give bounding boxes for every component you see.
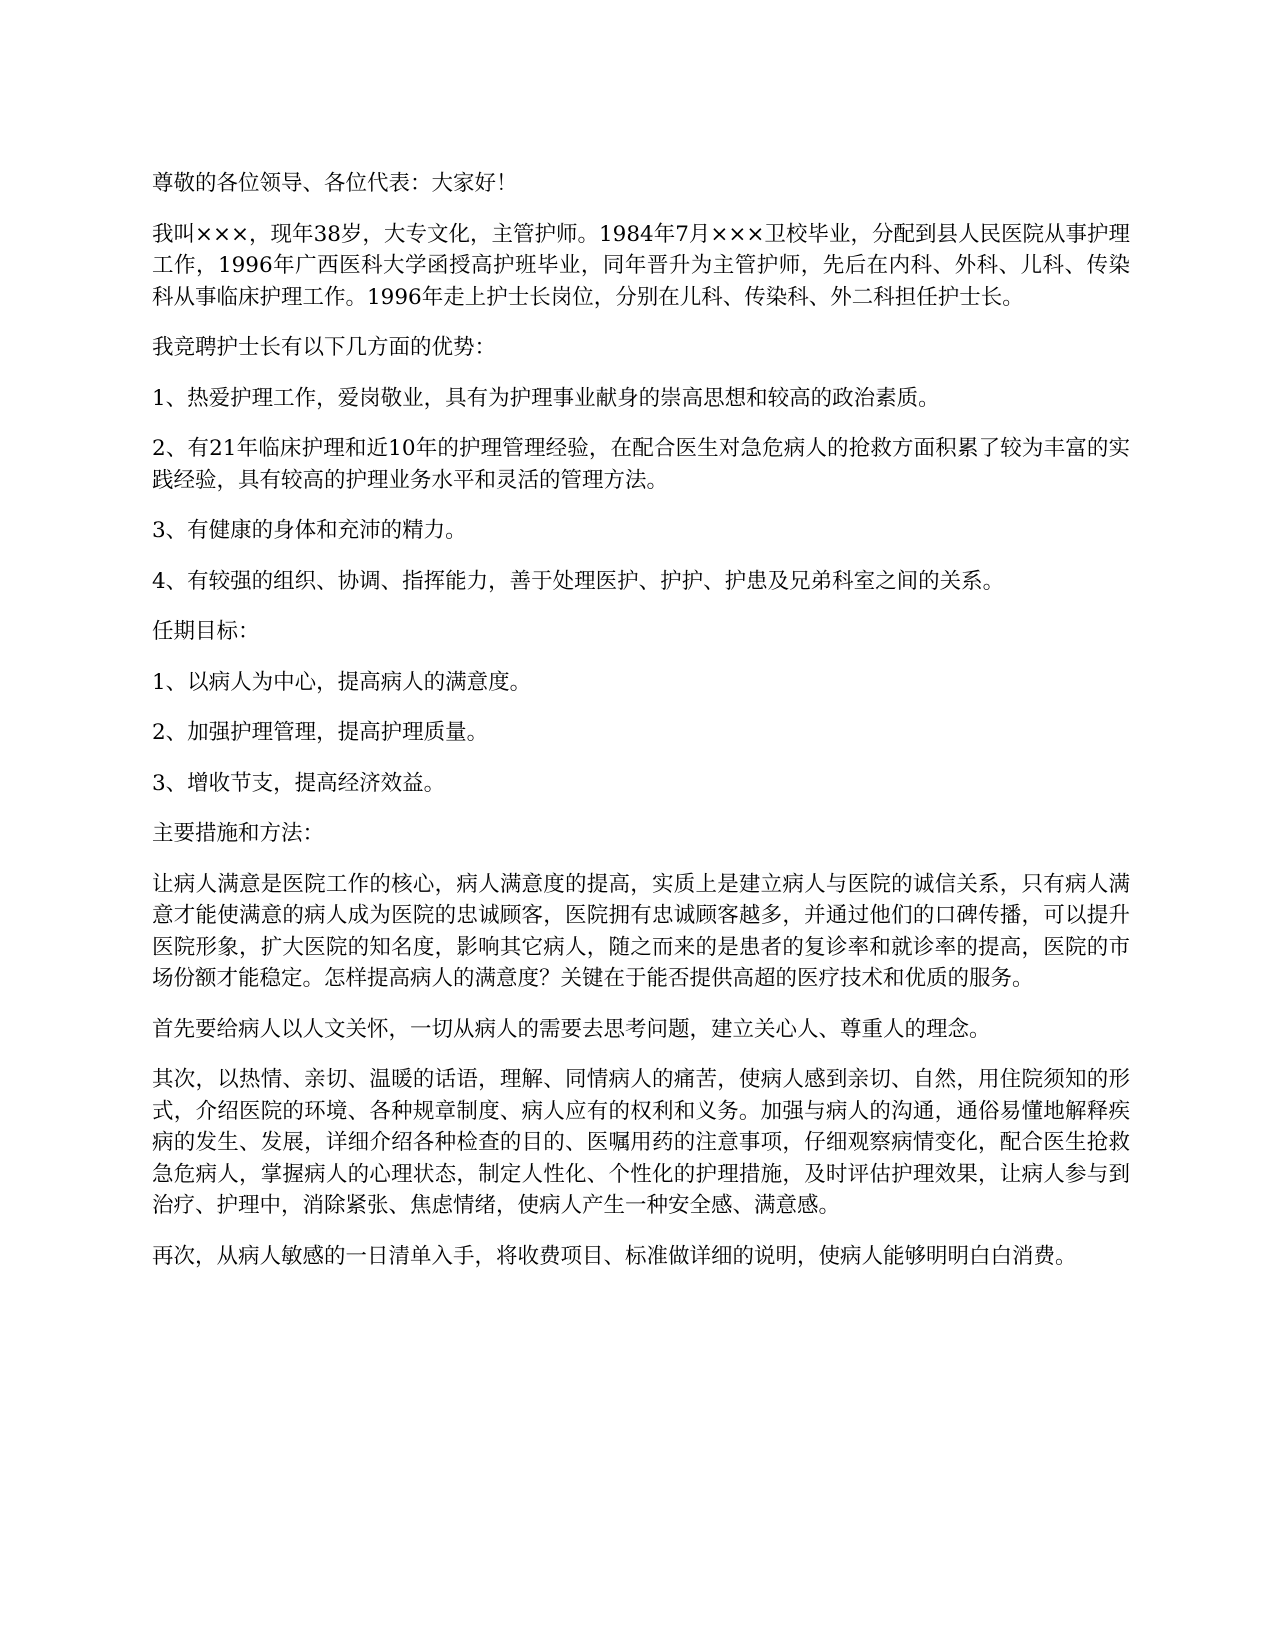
document-body	[152, 168, 1130, 1291]
goal-item-1: 1、以病人为中心，提高病人的满意度。	[152, 669, 532, 695]
advantage-item-3: 3、有健康的身体和充沛的精力。	[152, 518, 467, 543]
advantage-item-2: 2、有21年临床护理和近10年的护理管理经验，在配合医生对急危病人的抢救方面积累了较为丰富的实践经验，具有较高的护理业务水平和灵活的管理方法。	[152, 436, 1130, 493]
goals-heading: 任期目标：	[152, 619, 260, 644]
greeting: 尊敬的各位领导、各位代表：大家好！	[152, 171, 518, 196]
measures-paragraph-3: 其次，以热情、亲切、温暖的话语，理解、同情病人的痛苦，使病人感到亲切、自然，用住院须知的形式，介绍医院的环境、各种规章制度、病人应有的权利和义务。加强与病人的沟通，通俗易懂地解释疾病的发生、发展，详细介绍各种检查的目的、医嘱用药的注意事项，仔细观察病情变化，配合医生抢救急危病人，掌握病人的心理状态，制定人性化、个性化的护理措施，及时评估护理效果，让病人参与到治疗、护理中，消除紧张、焦虑情绪，使病人产生一种安全感、满意感。	[152, 1067, 1130, 1218]
measures-heading: 主要措施和方法：	[152, 821, 325, 846]
advantage-item-4: 4、有较强的组织、协调、指挥能力，善于处理医护、护护、护患及兄弟科室之间的关系。	[152, 568, 1005, 594]
advantage-item-1: 1、热爱护理工作，爱岗敬业，具有为护理事业献身的崇高思想和较高的政治素质。	[152, 385, 940, 411]
goal-item-3: 3、增收节支，提高经济效益。	[152, 770, 446, 796]
goal-item-2: 2、加强护理管理，提高护理质量。	[152, 720, 489, 745]
measures-paragraph-2: 首先要给病人以人文关怀，一切从病人的需要去思考问题，建立关心人、尊重人的理念。	[152, 1016, 991, 1042]
advantages-heading: 我竞聘护士长有以下几方面的优势：	[152, 335, 497, 360]
measures-paragraph-1: 让病人满意是医院工作的核心，病人满意度的提高，实质上是建立病人与医院的诚信关系，只有病人满意才能使满意的病人成为医院的忠诚顾客，医院拥有忠诚顾客越多，并通过他们的口碑传播，可以提升医院形象，扩大医院的知名度，影响其它病人，随之而来的是患者的复诊率和就诊率的提高，医院的市场份额才能稳定。怎样提高病人的满意度？关键在于能否提供高超的医疗技术和优质的服务。	[152, 871, 1130, 991]
self-introduction: 我叫×××，现年38岁，大专文化，主管护师。1984年7月×××卫校毕业，分配到县人民医院从事护理工作，1996年广西医科大学函授高护班毕业，同年晋升为主管护师，先后在内科、外科、儿科、传染科从事临床护理工作。1996年走上护士长岗位，分别在儿科、传染科、外二科担任护士长。	[152, 221, 1130, 310]
measures-paragraph-4: 再次，从病人敏感的一日清单入手，将收费项目、标准做详细的说明，使病人能够明明白白消费。	[152, 1243, 1077, 1269]
